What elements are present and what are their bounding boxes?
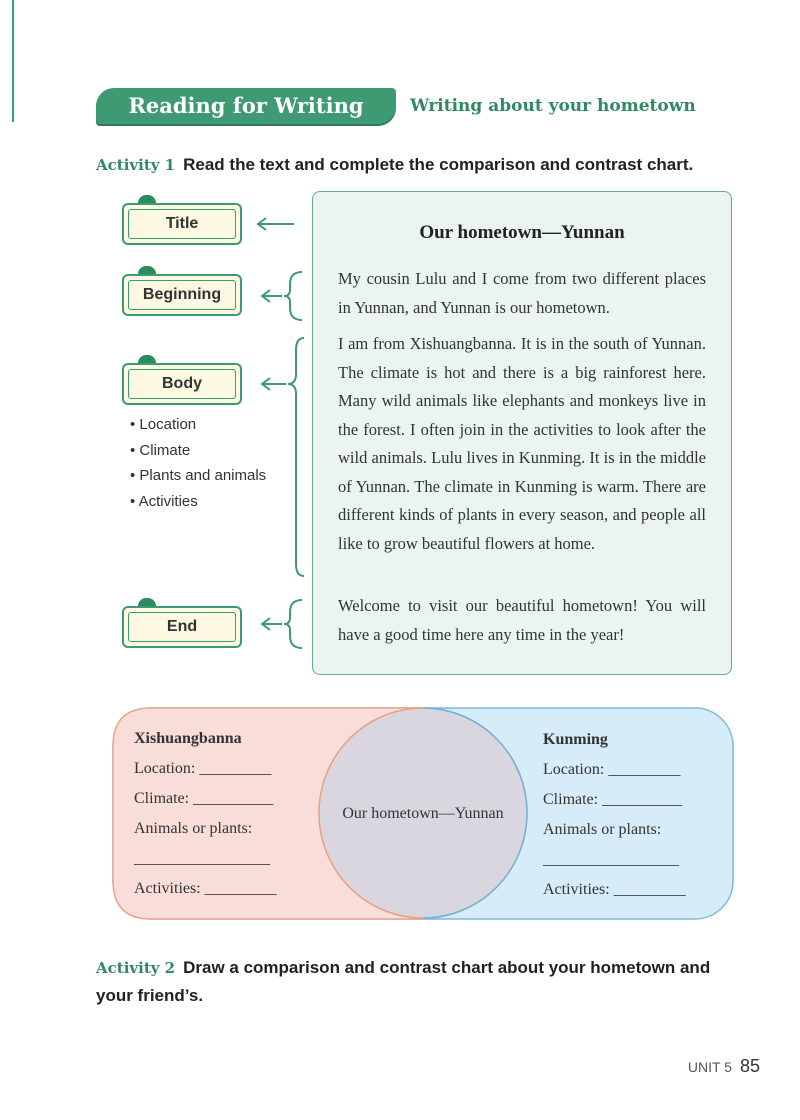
venn-left-blank: _________________	[134, 850, 270, 867]
venn-left-climate: Climate: __________	[134, 790, 274, 807]
title-label: Title	[122, 203, 242, 245]
venn-right-activities: Activities: _________	[543, 881, 686, 898]
list-item: • Plants and animals	[130, 463, 266, 489]
beginning-tab	[138, 266, 156, 274]
venn-right-animals: Animals or plants:	[543, 821, 662, 838]
activity-2-text: Draw a comparison and contrast chart about your hometown and your friend’s.	[96, 958, 711, 1005]
arrows-and-braces	[240, 190, 320, 650]
section-subtitle: Writing about your hometown	[410, 96, 696, 116]
activity-1-label: Activity 1	[96, 156, 176, 174]
section-title: Reading for Writing	[128, 93, 364, 118]
beginning-label: Beginning	[122, 274, 242, 316]
venn-center-label: Our hometown—Yunnan	[342, 805, 504, 822]
passage-end: Welcome to visit our beautiful hometown! You will have a good time here any time in the year!	[338, 596, 706, 644]
activity-1-text: Read the text and complete the comparison and contrast chart.	[183, 155, 694, 174]
brace-icon	[284, 272, 302, 320]
venn-right-heading: Kunming	[543, 731, 608, 748]
list-item: • Location	[130, 412, 266, 438]
body-label: Body	[122, 363, 242, 405]
venn-left-heading: Xishuangbanna	[134, 730, 242, 747]
venn-right-text	[543, 725, 723, 905]
brace-icon	[288, 338, 304, 576]
activity-2-label: Activity 2	[96, 959, 176, 977]
venn-left-animals: Animals or plants:	[134, 820, 253, 837]
venn-left-text	[134, 724, 314, 904]
passage-title: Our hometown—Yunnan	[419, 222, 625, 243]
margin-line	[12, 0, 14, 122]
body-tab	[138, 355, 156, 363]
end-tab	[138, 598, 156, 606]
unit-label: UNIT 5	[687, 1059, 732, 1075]
passage-beginning: My cousin Lulu and I come from two different places in Yunnan, and Yunnan is our hometown.	[338, 269, 706, 317]
activity-1-instruction	[96, 155, 693, 175]
passage-body: I am from Xishuangbanna. It is in the south of Yunnan. The climate is hot and there is a big rainforest here. Many wild animals like elephants and monkeys live in the forest. I often join in the activities to look after the wild animals. Lulu lives in Kunming. It is in the middle of Yunnan. The climate in Kunming is warm. There are different kinds of plants in every season, and people all like to grow beautiful flowers at home.	[338, 334, 706, 553]
end-label: End	[122, 606, 242, 648]
venn-right-location: Location: _________	[543, 761, 681, 778]
venn-left-activities: Activities: _________	[134, 880, 277, 897]
brace-icon	[284, 600, 302, 648]
title-tab	[138, 195, 156, 203]
activity-2-instruction	[96, 954, 736, 1009]
list-item: • Climate	[130, 438, 266, 464]
page-number: 85	[739, 1056, 760, 1076]
venn-right-climate: Climate: __________	[543, 791, 683, 808]
page-footer	[688, 1056, 760, 1077]
venn-left-location: Location: _________	[134, 760, 272, 777]
list-item: • Activities	[130, 489, 266, 515]
venn-right-blank: _________________	[543, 851, 679, 868]
